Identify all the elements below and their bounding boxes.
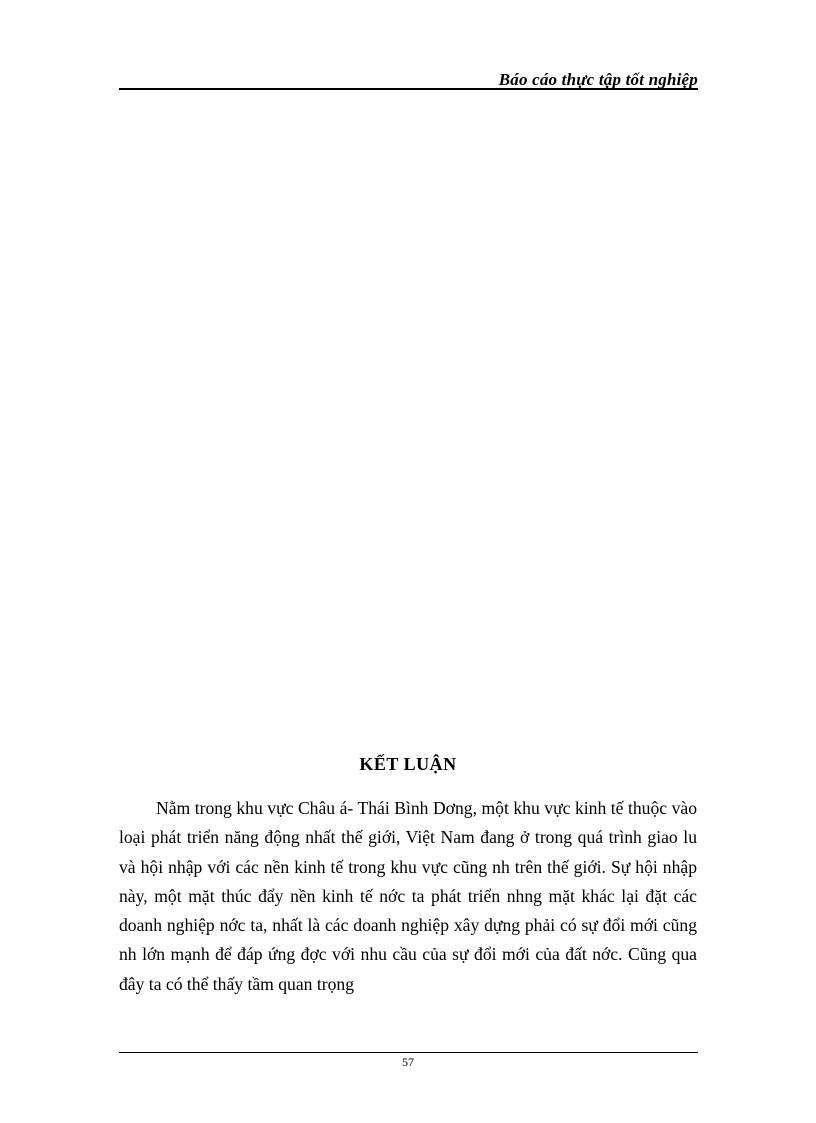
header-rule (119, 88, 698, 90)
section-heading: KẾT LUẬN (359, 754, 457, 774)
body-paragraph: Nằm trong khu vực Châu á- Thái Bình Dơng, một khu vực kinh tế thuộc vào loại phát triển năng động nhất thế giới, Việt Nam đang ở trong quá trình giao lu và hội nhập với các nền kinh tế trong khu vực cũng nh trên thế giới. Sự hội nhập này, một mặt thúc đẩy nền kinh tế nớc ta phát triển nhng mặt khác lại đặt các doanh nghiệp nớc ta, nhất là các doanh nghiệp xây dựng phải có sự đổi mới cũng nh lớn mạnh để đáp ứng đợc với nhu cầu của sự đổi mới của đất nớc. Cũng qua đây ta có thể thấy tầm quan trọng (119, 798, 697, 994)
running-header-title: Báo cáo thực tập tốt nghiệp (498, 70, 698, 89)
footer-rule (119, 1052, 698, 1053)
page-number: 57 (402, 1055, 414, 1069)
